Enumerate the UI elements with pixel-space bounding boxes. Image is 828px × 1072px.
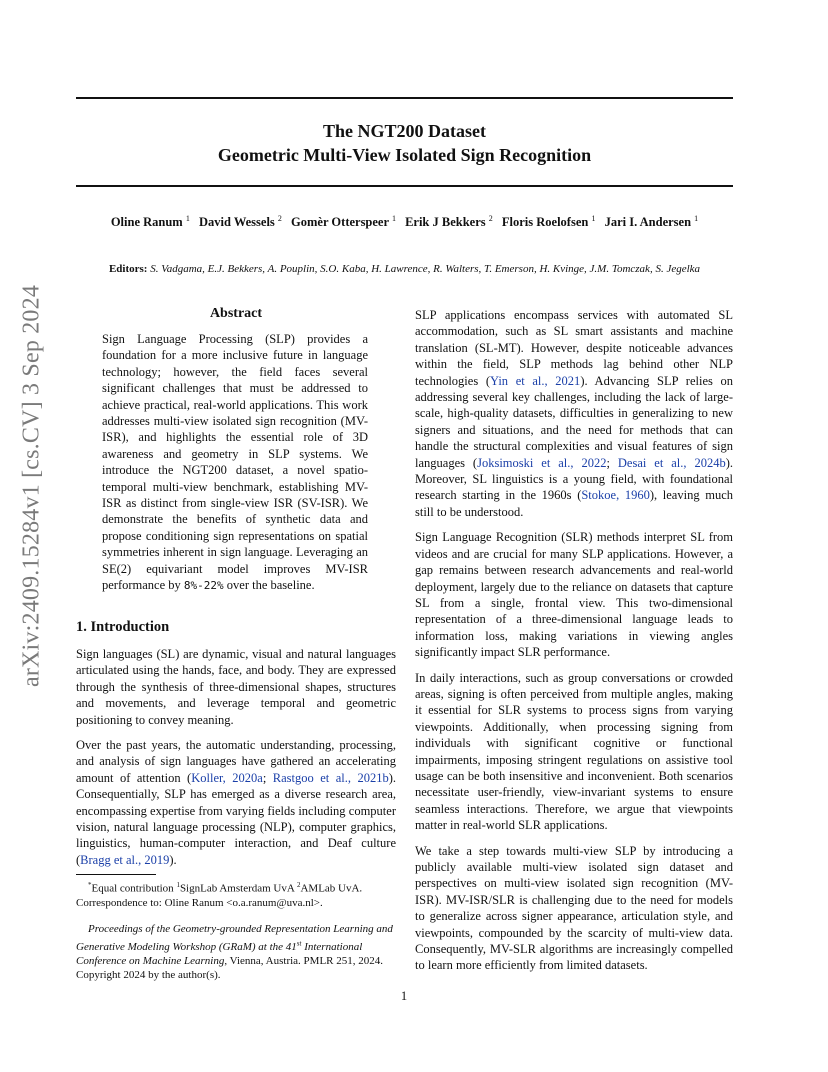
- author-list: [76, 214, 733, 230]
- citation-link[interactable]: Rastgoo et al., 2021b: [272, 770, 389, 785]
- section-heading-introduction: 1. Introduction: [76, 619, 170, 635]
- citation-link[interactable]: Joksimoski et al., 2022: [477, 455, 607, 470]
- arxiv-id: arXiv:2409.15284v1 [cs.CV] 3 Sep 2024: [18, 284, 45, 687]
- paper-title: [76, 119, 733, 167]
- right-column: [415, 307, 733, 983]
- author: David Wessels $^2$: [198, 214, 282, 230]
- paragraph: Sign languages (SL) are dynamic, visual and natural languages articulated using the hands, face, and body. They are expressed through the synthesis of three-dimensional shapes, structures and movements, and leverage temporal and geometric positioning to convey meaning.: [76, 647, 396, 727]
- page-number: 1: [400, 989, 408, 1003]
- author: Oline Ranum $^1$: [110, 214, 190, 230]
- footnote-affiliations: *Equal contribution $^1$SignLab Amsterdam UvA $^2$AMLab UvA. Correspondence to: Oline Ranum <o.a.ranum@uva.nl>.: [76, 881, 363, 909]
- paragraph: In daily interactions, such as group conversations or crowded areas, signing is often perceived from multiple angles, making it essential for SLR systems to process signs from varying viewpoints. Additionally, when processing signing from individuals with significant cognitive or functional impairments, imposing stringent regulations on assistive tool usage can be both insensitive and inconvenient. Both scenarios necessitate user-friendly, view-invariant systems to ensure seamless interactions. Therefore, we argue that viewpoints matter in real-world SLR applications.: [415, 670, 733, 833]
- improvement-range: 8%-22%: [183, 579, 224, 593]
- editors-line: [76, 263, 733, 275]
- citation-link[interactable]: Yin et al., 2021: [490, 373, 581, 388]
- abstract-body: Sign Language Processing (SLP) provides a foundation for a more inclusive future in language technology; however, the field faces several significant challenges that must be addressed to achieve practical, real-world applications. This work addresses multi-view isolated sign recognition (MV-ISR), and highlights the essential role of 3D awareness and geometry in SLP systems. We introduce the NGT200 dataset, a novel spatio-temporal multi-view benchmark, establishing MV-ISR as distinct from single-view ISR (SV-ISR). We demonstrate the benefits of synthetic data and propose conditioning sign representations on spatial symmetries inherent in sign language. Leveraging an SE(2) equivariant model improves MV-ISR performance by 8%-22% over the baseline.: [102, 332, 368, 593]
- author: Gomèr Otterspeer $^1$: [291, 214, 396, 230]
- citation-link[interactable]: Stokoe, 1960: [581, 488, 650, 503]
- author: Floris Roelofsen $^1$: [501, 214, 596, 230]
- footnote-rule: [76, 874, 156, 875]
- author: Erik J Bekkers $^2$: [405, 214, 493, 230]
- editors-names: S. Vadgama, E.J. Bekkers, A. Pouplin, S.O. Kaba, H. Lawrence, R. Walters, T. Emerson, H. Kvinge, J.M. Tomczak, S. Jegelka: [150, 263, 701, 275]
- citation-link[interactable]: Desai et al., 2024b: [617, 455, 726, 470]
- author: Jari I. Andersen $^1$: [604, 214, 699, 230]
- citation-link[interactable]: Koller, 2020a: [191, 770, 263, 785]
- title-bottom-rule: [76, 185, 733, 187]
- intro-left-column: [76, 646, 396, 877]
- title-line-1: The NGT200 Dataset: [323, 121, 486, 141]
- top-rule: [76, 97, 733, 99]
- paragraph: SLP applications encompass services with automated SL accommodation, such as SL smart assistants and machine translation (SL-MT). However, despite noticeable advances within the field, SLP methods lag behind other NLP technologies (Yin et al., 2021). Advancing SLP relies on addressing several key challenges, including the lack of large-scale, high-quality datasets, difficulties in generalizing to new signers and situations, and the need for methods that can handle the structural complexities and visual features of sign languages (Joksimoski et al., 2022; Desai et al., 2024b). Moreover, SL linguistics is a young field, with foundational research starting in the 1960s (Stokoe, 1960), leaving much still to be understood.: [415, 308, 734, 519]
- citation-link[interactable]: Bragg et al., 2019: [80, 852, 170, 867]
- arxiv-watermark: [16, 284, 48, 687]
- paragraph: Over the past years, the automatic understanding, processing, and analysis of sign languages have gathered an accelerating amount of attention (Koller, 2020a; Rastgoo et al., 2021b). Consequentially, SLP has emerged as a diverse research area, encompassing expertise from varying fields including computer vision, natural language processing (NLP), computer graphics, linguistics, human-computer interaction, and Deaf culture (Bragg et al., 2019).: [76, 738, 397, 867]
- paragraph: Sign Language Recognition (SLR) methods interpret SL from videos and are crucial for many SLP applications. However, a gap remains between research advancements and real-world deployment, largely due to the reliance on datasets that capture SL from a single, frontal view. This two-dimensional representation of a three-dimensional language leads to information loss, making variations in viewing angles significantly impact SLR performance.: [415, 530, 733, 660]
- footnotes: [76, 878, 396, 995]
- editors-label: Editors:: [108, 263, 148, 275]
- paragraph: We take a step towards multi-view SLP by introducing a publicly available multi-view isolated sign dataset and perspectives on multi-view isolated sign recognition (MV-ISR). MV-ISR/SLR is challenging due to the need for models to generalize across signer appearance, articulation style, and viewpoints, compounded by the scarcity of multi-view data. Consequently, MV-SLR algorithms are increasingly compelled to learn more efficiently from limited datasets.: [415, 843, 733, 973]
- abstract-heading: Abstract: [209, 306, 263, 321]
- footnote-proceedings: Proceedings of the Geometry-grounded Representation Learning and Generative Modeling Workshop (GRaM) at the 41st International Conference on Machine Learning, Vienna, Austria. PMLR 251, 2024. Copyright 2024 by the author(s).: [76, 923, 393, 982]
- title-line-2: Geometric Multi-View Isolated Sign Recognition: [217, 145, 592, 165]
